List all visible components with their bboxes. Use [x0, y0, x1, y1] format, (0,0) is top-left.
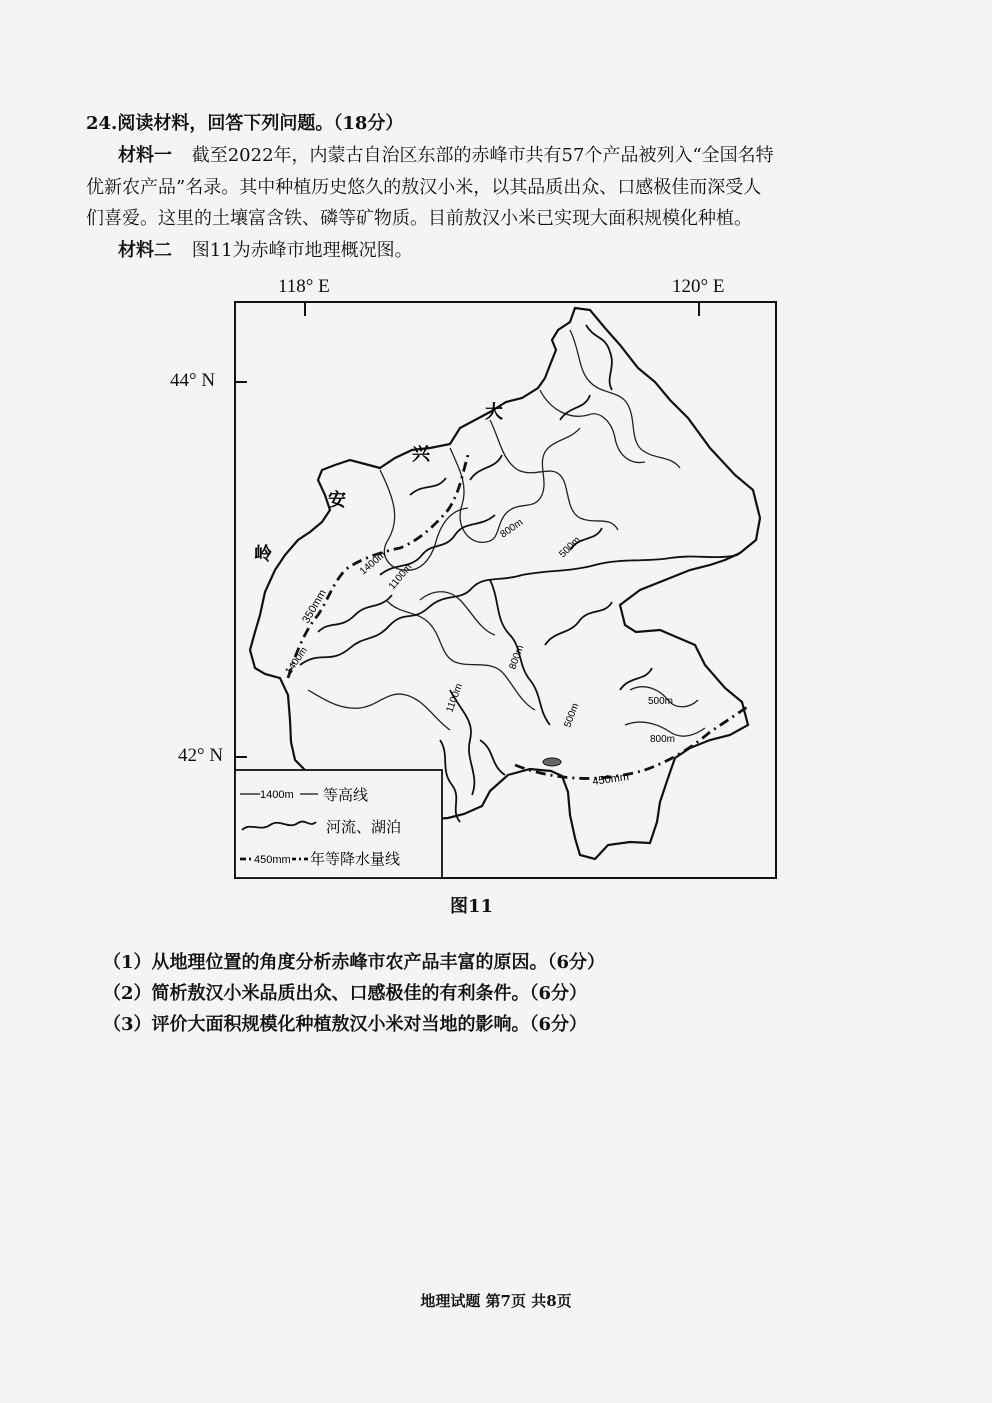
- isohyet-label-450mm: 450mm: [591, 770, 630, 788]
- contour-label-800m: 800m: [498, 517, 526, 541]
- legend-isohyet-text: 年等降水量线: [310, 850, 401, 868]
- question-heading: 24.阅读材料，回答下列问题。（18分）: [86, 113, 404, 134]
- isohyet-label-350mm: 350mm: [300, 587, 329, 626]
- material1-line2: 优新农产品”名录。其中种植历史悠久的敖汉小米，以其品质出众、口感极佳而深受人: [86, 177, 762, 198]
- sub-question-3: （3）评价大面积规模化种植敖汉小米对当地的影响。（6分）: [103, 1014, 588, 1035]
- lat-label-44: 44° N: [170, 370, 216, 391]
- contour-label-500m-c: 500m: [648, 696, 674, 707]
- mountain-char-an: 安: [328, 490, 346, 511]
- contour-label-500m-b: 500m: [562, 701, 582, 730]
- page-footer: 地理试题 第7页 共8页: [420, 1292, 572, 1310]
- contour-label-800m-c: 800m: [650, 734, 676, 745]
- chifeng-map-figure: [150, 270, 790, 890]
- material1-text1: 截至2022年，内蒙古自治区东部的赤峰市共有57个产品被列入“全国名特: [191, 145, 774, 166]
- material1-line3: 们喜爱。这里的土壤富含铁、磷等矿物质。目前敖汉小米已实现大面积规模化种植。: [86, 208, 752, 229]
- material2-line: [118, 239, 413, 263]
- mountain-char-da: 大: [485, 402, 503, 423]
- material2-text: 图11为赤峰市地理概况图。: [191, 240, 413, 261]
- chifeng-map: [150, 270, 790, 890]
- mountain-char-xing: 兴: [412, 444, 430, 465]
- legend-contour-sample: 1400m: [260, 789, 294, 801]
- legend-contour-text: 等高线: [323, 786, 369, 804]
- material1-label: 材料一: [118, 145, 172, 166]
- isohyet-labels: [300, 588, 630, 788]
- contour-label-1400m: 1400m: [357, 549, 389, 578]
- contour-label-1400m-b: 1400m: [283, 645, 310, 677]
- lon-label-120: 120° E: [672, 276, 725, 297]
- contour-label-800m-b: 800m: [507, 643, 527, 672]
- contour-label-500m: 500m: [557, 534, 583, 561]
- lake: [543, 758, 561, 766]
- contour-label-1100m-b: 1100m: [444, 682, 466, 715]
- isohyet-lines: [288, 455, 750, 778]
- figure-caption: 图11: [450, 896, 494, 917]
- sub-question-1: （1）从地理位置的角度分析赤峰市农产品丰富的原因。（6分）: [103, 952, 606, 973]
- mountain-char-ling: 岭: [254, 544, 272, 565]
- legend-river-text: 河流、湖泊: [326, 818, 402, 836]
- map-legend: [235, 770, 442, 878]
- lat-label-42: 42° N: [178, 745, 224, 766]
- contour-label-1100m: 1100m: [386, 561, 415, 592]
- contour-labels: [283, 517, 675, 745]
- legend-isohyet-sample: 450mm: [254, 854, 291, 866]
- material2-label: 材料二: [118, 240, 172, 261]
- material1-line1: [118, 144, 774, 168]
- sub-question-2: （2）简析敖汉小米品质出众、口感极佳的有利条件。（6分）: [103, 983, 588, 1004]
- lon-label-118: 118° E: [278, 276, 330, 297]
